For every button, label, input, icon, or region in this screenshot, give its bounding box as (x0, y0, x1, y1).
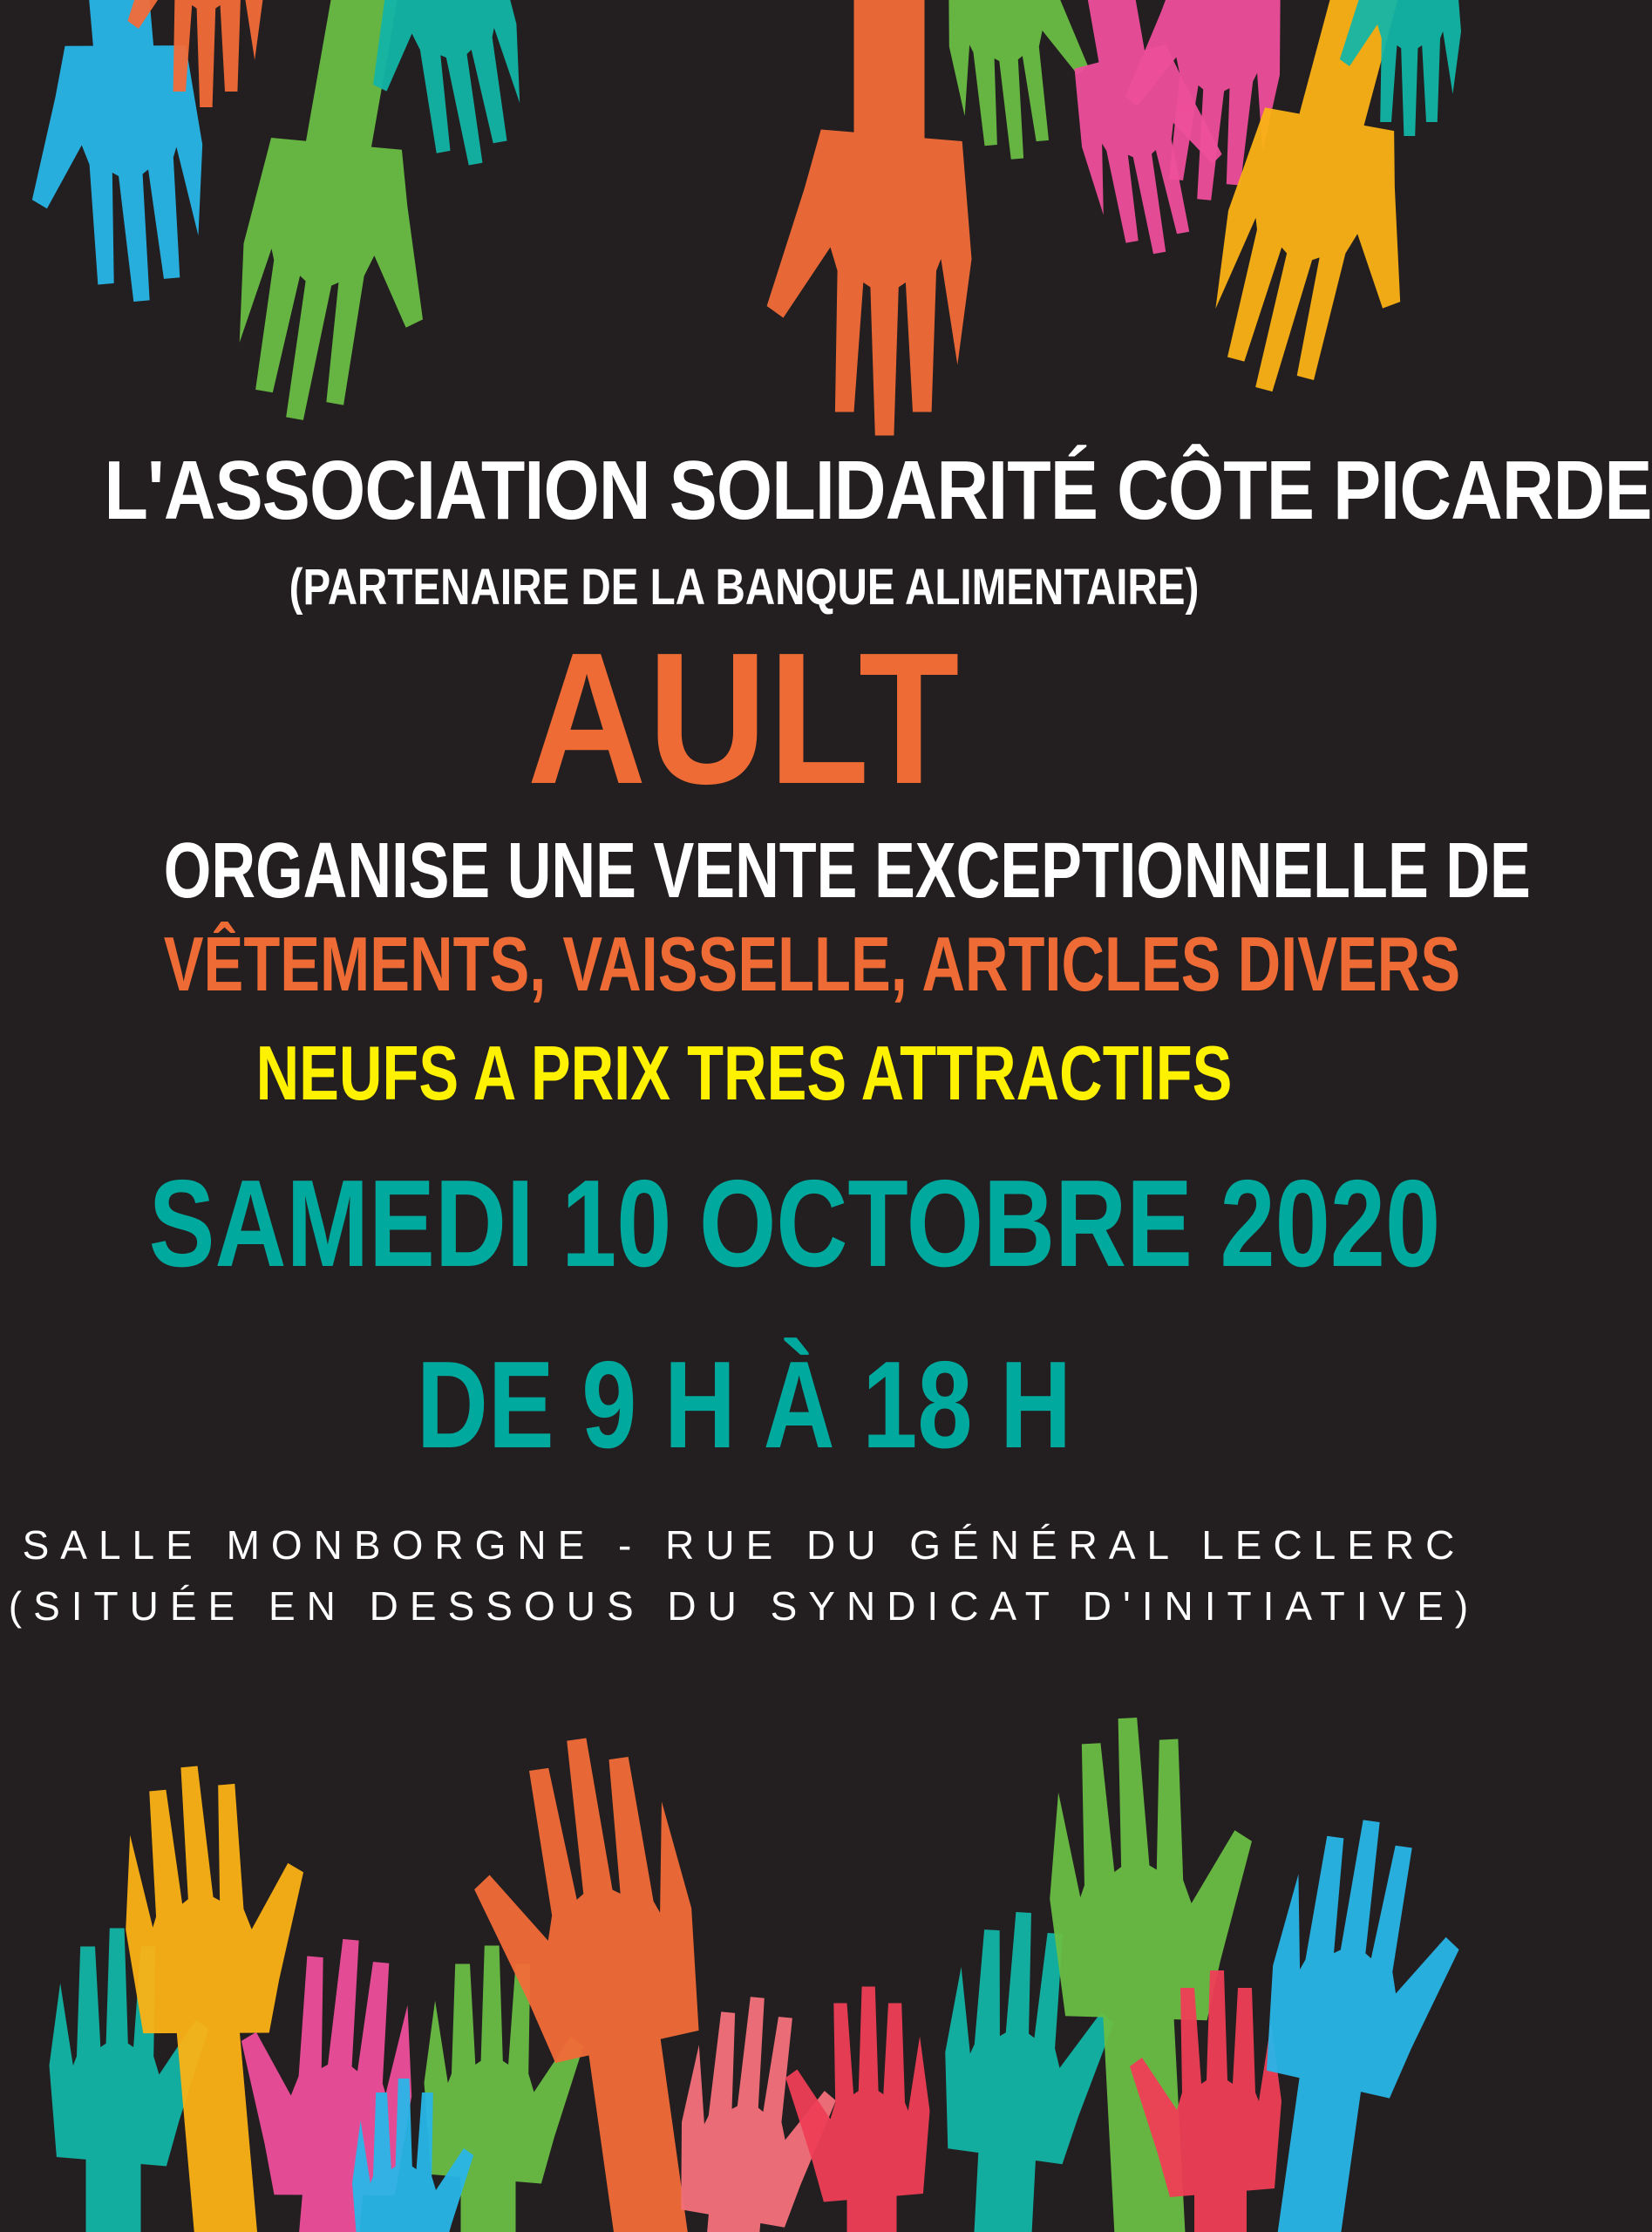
organization-name: L'ASSOCIATION SOLIDARITÉ CÔTE PICARDE (104, 444, 1652, 537)
hand-shape (767, 0, 972, 436)
price-tagline: NEUFS A PRIX TRES ATTRACTIFS (255, 1030, 1233, 1116)
event-hours: DE 9 H À 18 H (416, 1336, 1072, 1474)
event-intro: ORGANISE UNE VENTE EXCEPTIONNELLE DE (163, 827, 1531, 915)
bottom-hands-group (50, 1711, 1475, 2232)
event-date: SAMEDI 10 OCTOBRE 2020 (148, 1154, 1441, 1293)
hand-shape (916, 0, 1095, 164)
top-hands-group (0, 0, 1547, 438)
hand-shape (785, 1987, 929, 2232)
venue-address: SALLE MONBORGNE - RUE DU GÉNÉRAL LECLERC (22, 1522, 1466, 1568)
city-name: AULT (527, 613, 962, 823)
venue-note: (SITUÉE EN DESSOUS DU SYNDICAT D'INITIATIVE) (8, 1583, 1480, 1629)
partner-note: (PARTENAIRE DE LA BANQUE ALIMENTAIRE) (289, 559, 1200, 616)
sale-items: VÊTEMENTS, VAISSELLE, ARTICLES DIVERS (163, 921, 1461, 1007)
